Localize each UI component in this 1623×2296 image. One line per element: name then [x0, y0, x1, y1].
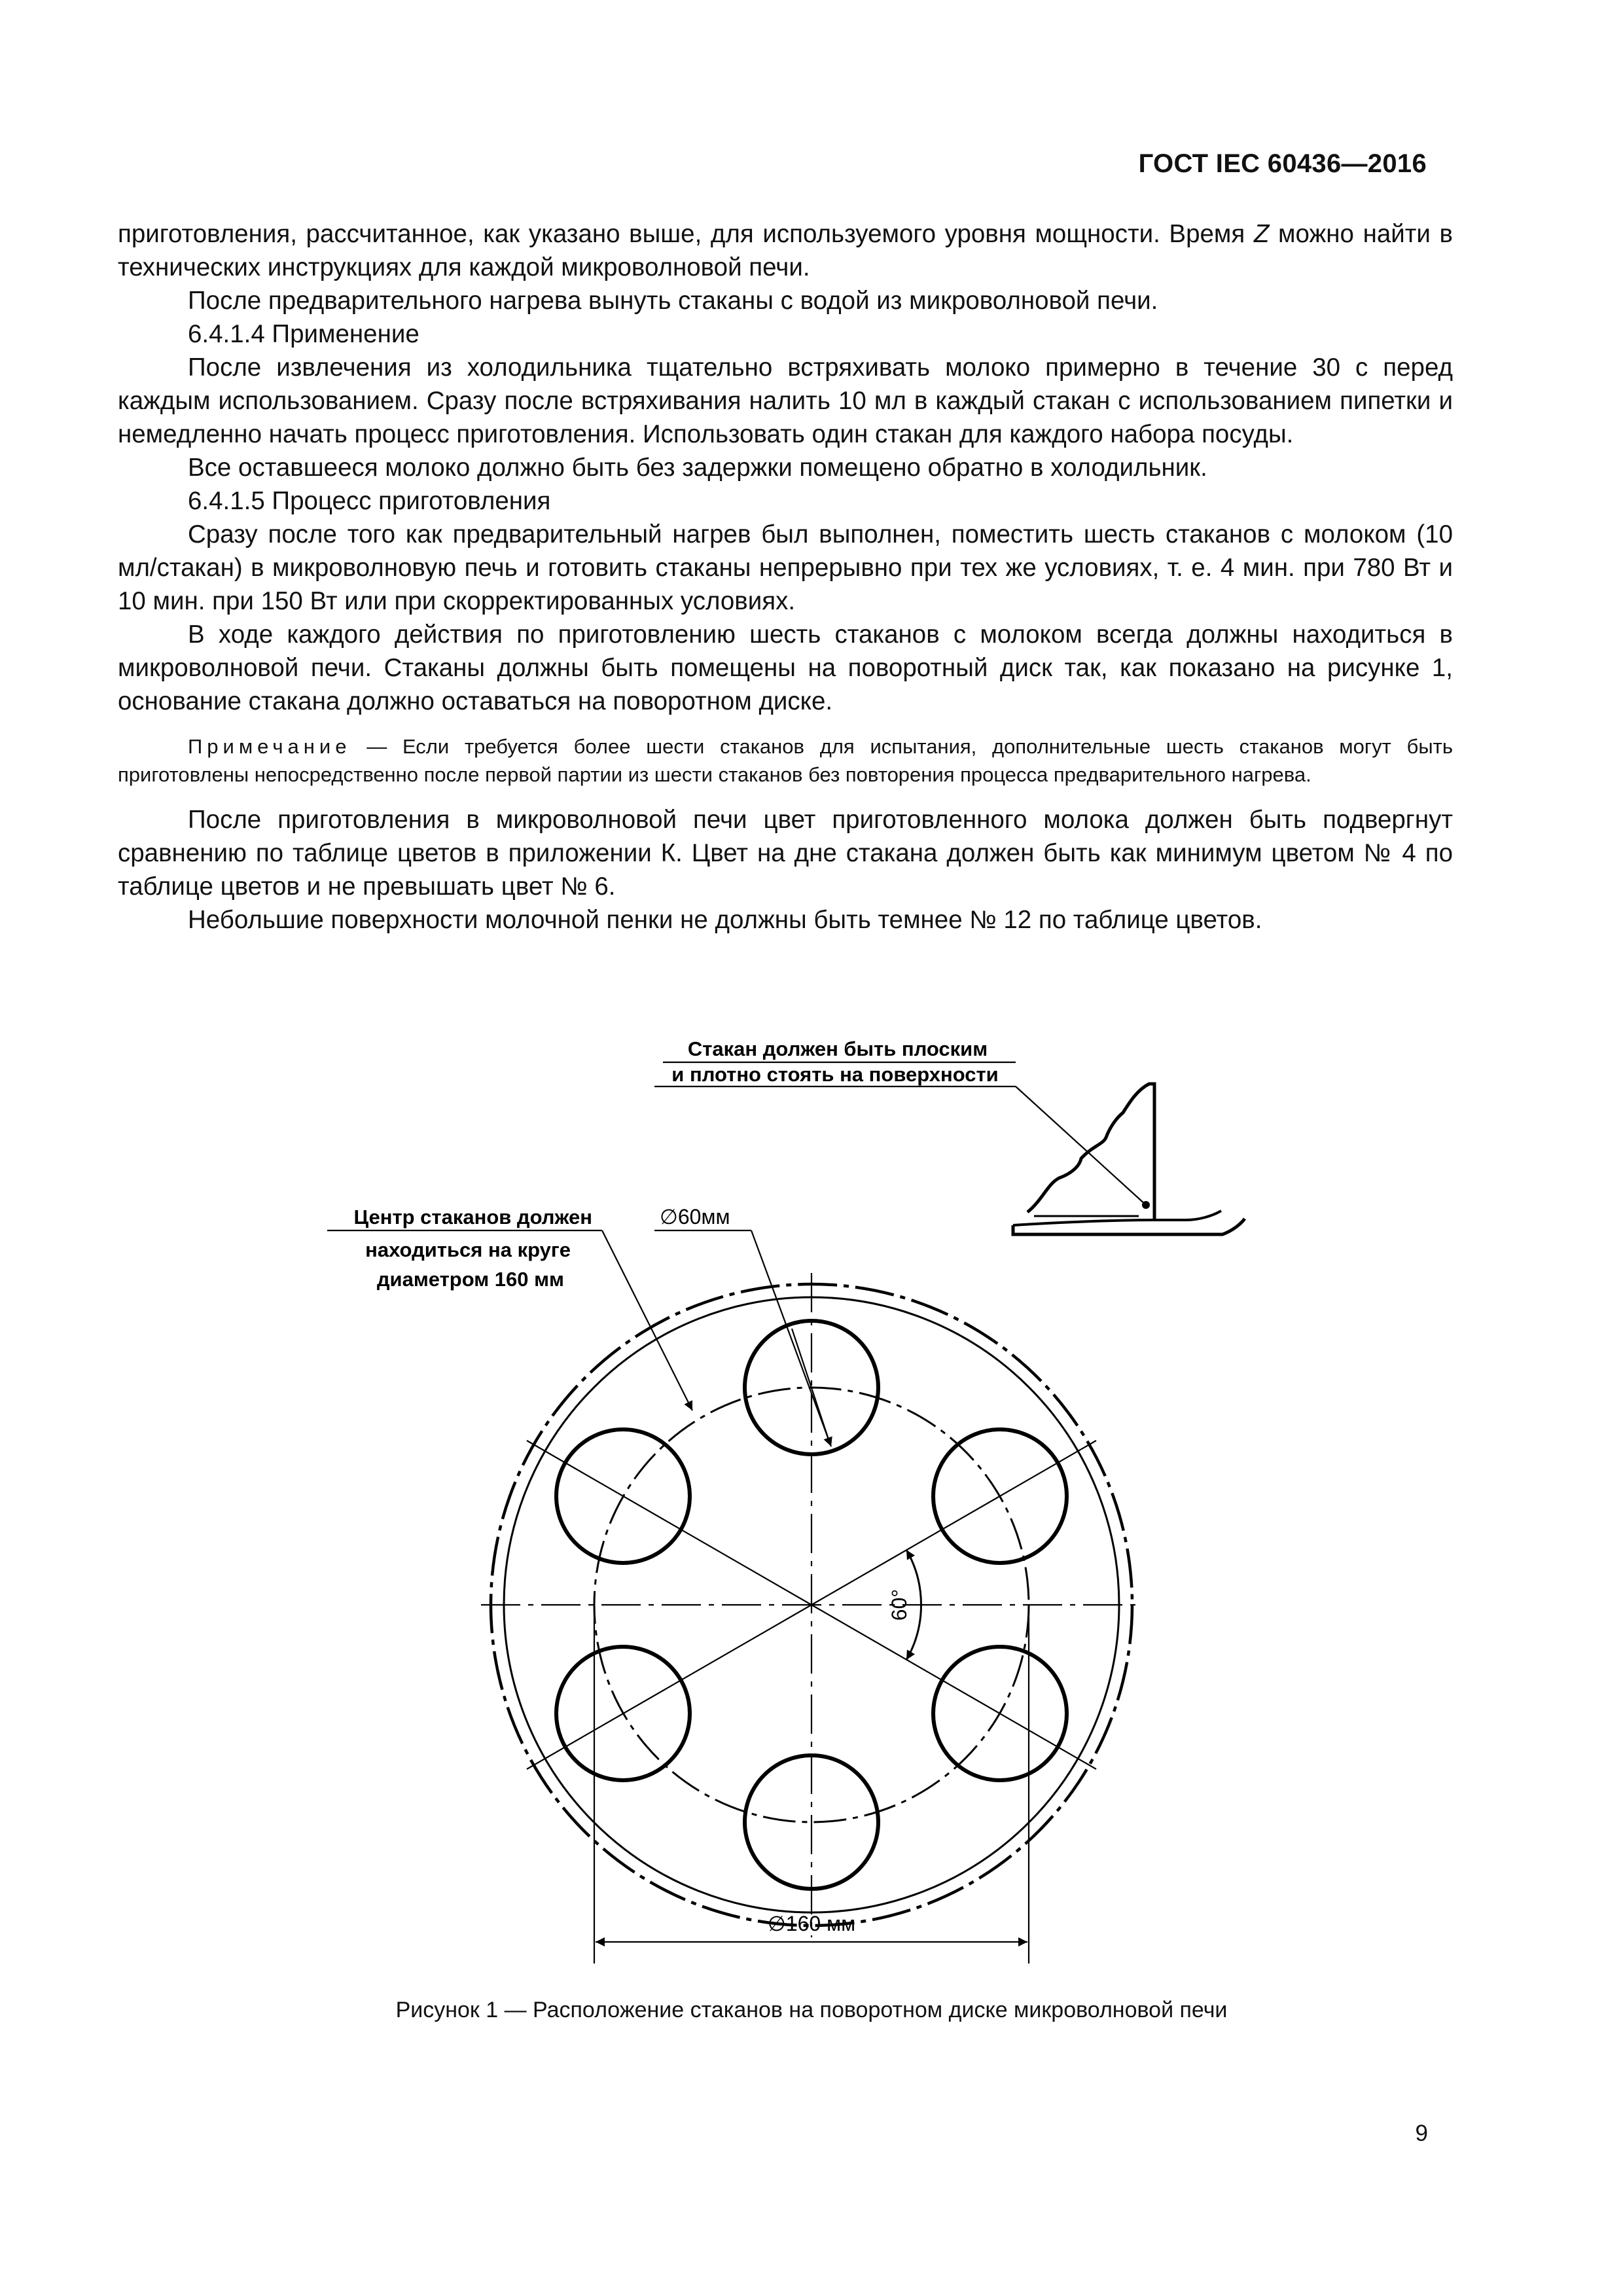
dimension-160mm-label: ∅160 мм	[767, 1912, 856, 1935]
section-heading: 6.4.1.5 Процесс приготовления	[188, 487, 551, 515]
center-label-leader	[602, 1230, 692, 1410]
note	[118, 732, 1453, 789]
paragraph: Сразу после того как предварительный нагрев был выполнен, поместить шесть стаканов с молоком (10 мл/стакан) в микроволновую печь и готовить стаканы непрерывно при тех же условиях, т. е. 4 мин. при 780 Вт и 10 мин. при 150 Вт или при скорректированных условиях.	[118, 520, 1453, 615]
flat-label-leader	[1016, 1086, 1146, 1205]
cup-diameter-leader-diag	[751, 1230, 831, 1446]
paragraph: приготовления, рассчитанное, как указано выше, для используемого уровня мощности. Время Z можно найти в технических инструкциях для каждой микроволновой печи.	[118, 220, 1453, 281]
paragraph: После предварительного нагрева вынуть стаканы с водой из микроволновой печи.	[188, 287, 1158, 315]
center-label-line-1: Центр стаканов должен	[353, 1206, 592, 1229]
note-text: — Если требуется более шести стаканов для испытания, дополнительные шесть стаканов могут быть приготовлены непосредственно после первой партии из шести стаканов без повторения процесса предварительного нагрева.	[118, 735, 1453, 786]
paragraph: Все оставшееся молоко должно быть без задержки помещено обратно в холодильник.	[188, 454, 1207, 482]
paragraph: В ходе каждого действия по приготовлению шесть стаканов с молоком всегда должны находиться в микроволновой печи. Стаканы должны быть помещены на поворотный диск так, как показано на рисунке 1, основание стакана должно оставаться на поворотном диске.	[118, 620, 1453, 715]
note-label: Примечание	[188, 735, 351, 758]
figure-caption: Рисунок 1 — Расположение стаканов на поворотном диске микроволновой печи	[395, 1998, 1228, 2022]
paragraph: После извлечения из холодильника тщательно встряхивать молоко примерно в течение 30 с перед каждым использованием. Сразу после встряхивания налить 10 мл в каждый стакан с использованием пипетки и немедленно начать процесс приготовления. Использовать один стакан для каждого набора посуды.	[118, 353, 1453, 448]
paragraph: Небольшие поверхности молочной пенки не должны быть темнее № 12 по таблице цветов.	[188, 906, 1262, 934]
flat-label-line-2: и плотно стоять на поверхности	[671, 1063, 999, 1086]
center-label-line-2: находиться на круге	[365, 1238, 571, 1261]
document-header: ГОСТ IEC 60436—2016	[1138, 149, 1427, 178]
cup-diameter-label: ∅60мм	[660, 1205, 730, 1229]
center-label-line-3: диаметром 160 мм	[376, 1268, 564, 1291]
paragraph: После приготовления в микроволновой печи цвет приготовленного молока должен быть подвергнут сравнению по таблице цветов в приложении К. Цвет на дне стакана должен быть как минимум цветом № 4 по таблице цветов и не превышать цвет № 6.	[118, 806, 1453, 901]
body-text	[118, 217, 1453, 937]
flat-label-line-1: Стакан должен быть плоским	[687, 1037, 988, 1060]
figure-turntable-diagram	[0, 1021, 1623, 1964]
page-number: 9	[1415, 2121, 1428, 2146]
section-heading: 6.4.1.4 Применение	[188, 320, 419, 348]
angle-label: 60°	[887, 1588, 911, 1621]
cup-base-detail	[1013, 1084, 1245, 1234]
